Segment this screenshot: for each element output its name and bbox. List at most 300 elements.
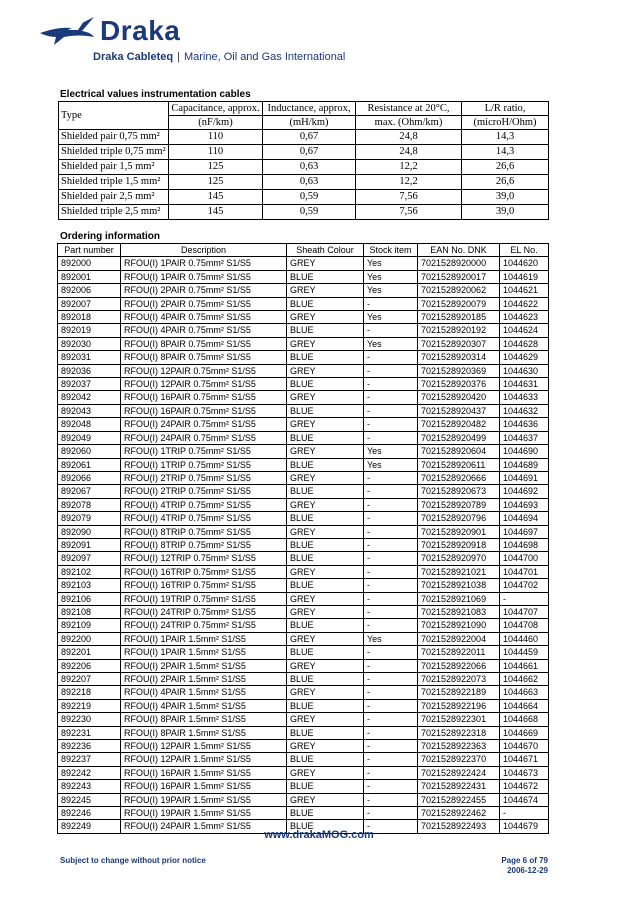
cell-description: RFOU(I) 1PAIR 1.5mm² S1/S5 <box>121 646 287 659</box>
cell-el-no: 1044623 <box>500 311 549 324</box>
cell-part-number: 892237 <box>58 753 121 766</box>
cell-part-number: 892097 <box>58 552 121 565</box>
table-row <box>58 793 549 806</box>
table-row <box>58 270 549 283</box>
cell-resistance: 24,8 <box>356 130 462 145</box>
table-row <box>58 726 549 739</box>
cell-stock-item: Yes <box>364 257 418 270</box>
cell-sheath-colour: BLUE <box>287 404 364 417</box>
cell-sheath-colour: BLUE <box>287 538 364 551</box>
cell-el-no: 1044622 <box>500 297 549 310</box>
ordering-information-title: Ordering information <box>60 231 160 242</box>
cell-el-no: 1044692 <box>500 485 549 498</box>
cell-type: Shielded pair 2,5 mm² <box>59 190 169 205</box>
cell-el-no: 1044691 <box>500 471 549 484</box>
cell-sheath-colour: BLUE <box>287 780 364 793</box>
cell-el-no: 1044679 <box>500 820 549 833</box>
cell-el-no: 1044701 <box>500 565 549 578</box>
table-row <box>58 686 549 699</box>
cell-stock-item: - <box>364 378 418 391</box>
cell-ean-no: 7021528921090 <box>418 619 500 632</box>
table-header-row <box>58 244 549 257</box>
cell-stock-item: Yes <box>364 311 418 324</box>
document-date: 2006-12-29 <box>507 866 548 875</box>
cell-el-no: - <box>500 592 549 605</box>
cell-ean-no: 7021528922301 <box>418 713 500 726</box>
cell-sheath-colour: BLUE <box>287 726 364 739</box>
cell-el-no: - <box>500 807 549 820</box>
cell-stock-item: - <box>364 579 418 592</box>
cell-ean-no: 7021528920307 <box>418 337 500 350</box>
cell-part-number: 892109 <box>58 619 121 632</box>
table-row <box>58 404 549 417</box>
cell-part-number: 892048 <box>58 418 121 431</box>
cell-ean-no: 7021528921069 <box>418 592 500 605</box>
cell-description: RFOU(I) 24PAIR 0.75mm² S1/S5 <box>121 431 287 444</box>
cell-el-no: 1044674 <box>500 793 549 806</box>
col-header-sheath-colour: Sheath Colour <box>287 244 364 257</box>
col-header-lr-ratio: L/R ratio, <box>462 102 549 116</box>
cell-sheath-colour: GREY <box>287 364 364 377</box>
cell-description: RFOU(I) 16PAIR 0.75mm² S1/S5 <box>121 404 287 417</box>
cell-stock-item: Yes <box>364 337 418 350</box>
cell-part-number: 892043 <box>58 404 121 417</box>
cell-sheath-colour: GREY <box>287 766 364 779</box>
cell-sheath-colour: GREY <box>287 632 364 645</box>
cell-stock-item: - <box>364 793 418 806</box>
table-row <box>58 431 549 444</box>
table-row <box>58 780 549 793</box>
cell-el-no: 1044661 <box>500 659 549 672</box>
cell-sheath-colour: GREY <box>287 659 364 672</box>
cell-description: RFOU(I) 24TRIP 0.75mm² S1/S5 <box>121 619 287 632</box>
cell-stock-item: - <box>364 766 418 779</box>
table-row <box>58 740 549 753</box>
col-header-lr-ratio-unit: (microH/Ohm) <box>462 116 549 130</box>
table-row <box>58 552 549 565</box>
table-row <box>59 145 549 160</box>
cell-sheath-colour: GREY <box>287 525 364 538</box>
cell-el-no: 1044460 <box>500 632 549 645</box>
cell-sheath-colour: GREY <box>287 565 364 578</box>
cell-el-no: 1044693 <box>500 498 549 511</box>
cell-description: RFOU(I) 24PAIR 0.75mm² S1/S5 <box>121 418 287 431</box>
cell-el-no: 1044631 <box>500 378 549 391</box>
cell-ean-no: 7021528921021 <box>418 565 500 578</box>
cell-sheath-colour: BLUE <box>287 458 364 471</box>
cell-sheath-colour: GREY <box>287 471 364 484</box>
cell-type: Shielded pair 0,75 mm² <box>59 130 169 145</box>
cell-stock-item: - <box>364 418 418 431</box>
table-row <box>58 579 549 592</box>
cell-ean-no: 7021528920369 <box>418 364 500 377</box>
cell-sheath-colour: GREY <box>287 418 364 431</box>
cell-ean-no: 7021528921038 <box>418 579 500 592</box>
cell-el-no: 1044459 <box>500 646 549 659</box>
cell-sheath-colour: BLUE <box>287 351 364 364</box>
table-row <box>59 205 549 220</box>
cell-ean-no: 7021528922370 <box>418 753 500 766</box>
cell-ean-no: 7021528920017 <box>418 270 500 283</box>
table-row <box>59 175 549 190</box>
cell-el-no: 1044624 <box>500 324 549 337</box>
cell-part-number: 892236 <box>58 740 121 753</box>
table-row <box>58 418 549 431</box>
cell-sheath-colour: BLUE <box>287 431 364 444</box>
col-header-part-number: Part number <box>58 244 121 257</box>
cell-sheath-colour: GREY <box>287 793 364 806</box>
cell-el-no: 1044689 <box>500 458 549 471</box>
cell-stock-item: - <box>364 780 418 793</box>
cell-stock-item: - <box>364 538 418 551</box>
cell-lr-ratio: 39,0 <box>462 190 549 205</box>
cell-ean-no: 7021528922493 <box>418 820 500 833</box>
cell-description: RFOU(I) 4PAIR 0.75mm² S1/S5 <box>121 324 287 337</box>
cell-ean-no: 7021528920796 <box>418 512 500 525</box>
cell-el-no: 1044636 <box>500 418 549 431</box>
cell-part-number: 892018 <box>58 311 121 324</box>
table-row <box>58 538 549 551</box>
cell-description: RFOU(I) 4PAIR 1.5mm² S1/S5 <box>121 686 287 699</box>
cell-stock-item: Yes <box>364 270 418 283</box>
cell-el-no: 1044700 <box>500 552 549 565</box>
cell-ean-no: 7021528921083 <box>418 605 500 618</box>
cell-sheath-colour: BLUE <box>287 807 364 820</box>
cell-ean-no: 7021528920918 <box>418 538 500 551</box>
cell-el-no: 1044664 <box>500 699 549 712</box>
cell-el-no: 1044673 <box>500 766 549 779</box>
company-tagline <box>93 51 345 63</box>
cell-el-no: 1044628 <box>500 337 549 350</box>
cell-capacitance: 125 <box>169 160 263 175</box>
cell-part-number: 892036 <box>58 364 121 377</box>
cell-sheath-colour: BLUE <box>287 753 364 766</box>
cell-description: RFOU(I) 8PAIR 0.75mm² S1/S5 <box>121 351 287 364</box>
cell-part-number: 892245 <box>58 793 121 806</box>
cell-part-number: 892200 <box>58 632 121 645</box>
cell-ean-no: 7021528920000 <box>418 257 500 270</box>
cell-lr-ratio: 14,3 <box>462 145 549 160</box>
cell-description: RFOU(I) 2TRIP 0.75mm² S1/S5 <box>121 485 287 498</box>
table-row <box>58 766 549 779</box>
table-row <box>58 512 549 525</box>
cell-part-number: 892108 <box>58 605 121 618</box>
tagline-separator: | <box>177 51 180 63</box>
cell-description: RFOU(I) 4PAIR 0.75mm² S1/S5 <box>121 311 287 324</box>
cell-description: RFOU(I) 2PAIR 0.75mm² S1/S5 <box>121 297 287 310</box>
cell-lr-ratio: 26,6 <box>462 175 549 190</box>
cell-description: RFOU(I) 24TRIP 0.75mm² S1/S5 <box>121 605 287 618</box>
table-row <box>58 364 549 377</box>
cell-stock-item: - <box>364 753 418 766</box>
table-row <box>58 659 549 672</box>
cell-description: RFOU(I) 1TRIP 0.75mm² S1/S5 <box>121 445 287 458</box>
cell-ean-no: 7021528922455 <box>418 793 500 806</box>
cell-part-number: 892201 <box>58 646 121 659</box>
table-row <box>58 471 549 484</box>
cell-type: Shielded triple 1,5 mm² <box>59 175 169 190</box>
table-row <box>58 337 549 350</box>
cell-sheath-colour: GREY <box>287 605 364 618</box>
table-row <box>58 632 549 645</box>
cell-sheath-colour: BLUE <box>287 820 364 833</box>
cell-sheath-colour: GREY <box>287 713 364 726</box>
tagline-text: Marine, Oil and Gas International <box>183 51 346 63</box>
cell-stock-item: - <box>364 807 418 820</box>
cell-el-no: 1044707 <box>500 605 549 618</box>
cell-ean-no: 7021528920185 <box>418 311 500 324</box>
cell-el-no: 1044632 <box>500 404 549 417</box>
cell-ean-no: 7021528920789 <box>418 498 500 511</box>
cell-part-number: 892019 <box>58 324 121 337</box>
table-row <box>58 378 549 391</box>
cell-description: RFOU(I) 1PAIR 0.75mm² S1/S5 <box>121 270 287 283</box>
col-header-inductance-unit: (mH/km) <box>263 116 356 130</box>
table-row <box>59 160 549 175</box>
table-row <box>58 713 549 726</box>
cell-part-number: 892218 <box>58 686 121 699</box>
cell-capacitance: 145 <box>169 205 263 220</box>
cell-sheath-colour: GREY <box>287 391 364 404</box>
cell-ean-no: 7021528920062 <box>418 284 500 297</box>
table-row <box>58 619 549 632</box>
cell-ean-no: 7021528920673 <box>418 485 500 498</box>
company-logo <box>38 14 180 48</box>
cell-stock-item: - <box>364 820 418 833</box>
cell-description: RFOU(I) 4PAIR 1.5mm² S1/S5 <box>121 699 287 712</box>
cell-inductance: 0,67 <box>263 130 356 145</box>
cell-part-number: 892231 <box>58 726 121 739</box>
cell-part-number: 892060 <box>58 445 121 458</box>
table-row <box>58 297 549 310</box>
cell-ean-no: 7021528922431 <box>418 780 500 793</box>
cell-description: RFOU(I) 4TRIP 0.75mm² S1/S5 <box>121 512 287 525</box>
cell-type: Shielded pair 1,5 mm² <box>59 160 169 175</box>
table-row <box>58 807 549 820</box>
page-number: Page 6 of 79 <box>501 856 548 865</box>
cell-capacitance: 110 <box>169 130 263 145</box>
cell-stock-item: - <box>364 324 418 337</box>
col-header-ean-no: EAN No. DNK <box>418 244 500 257</box>
cell-resistance: 7,56 <box>356 205 462 220</box>
cell-el-no: 1044671 <box>500 753 549 766</box>
cell-stock-item: - <box>364 686 418 699</box>
cell-resistance: 7,56 <box>356 190 462 205</box>
cell-ean-no: 7021528920611 <box>418 458 500 471</box>
cell-stock-item: - <box>364 552 418 565</box>
table-row <box>58 324 549 337</box>
cell-stock-item: Yes <box>364 458 418 471</box>
cell-sheath-colour: BLUE <box>287 485 364 498</box>
cell-lr-ratio: 14,3 <box>462 130 549 145</box>
cell-capacitance: 110 <box>169 145 263 160</box>
cell-stock-item: - <box>364 619 418 632</box>
table-row <box>58 673 549 686</box>
table-row <box>58 498 549 511</box>
cell-ean-no: 7021528920482 <box>418 418 500 431</box>
ordering-information-table <box>57 243 549 834</box>
cell-stock-item: - <box>364 391 418 404</box>
cell-stock-item: - <box>364 605 418 618</box>
cell-el-no: 1044630 <box>500 364 549 377</box>
cell-part-number: 892079 <box>58 512 121 525</box>
cell-inductance: 0,63 <box>263 160 356 175</box>
cell-description: RFOU(I) 19TRIP 0.75mm² S1/S5 <box>121 592 287 605</box>
cell-ean-no: 7021528920079 <box>418 297 500 310</box>
cell-stock-item: - <box>364 713 418 726</box>
cell-capacitance: 145 <box>169 190 263 205</box>
cell-sheath-colour: GREY <box>287 740 364 753</box>
cell-description: RFOU(I) 2PAIR 1.5mm² S1/S5 <box>121 673 287 686</box>
cell-stock-item: - <box>364 699 418 712</box>
col-header-resistance-unit: max. (Ohm/km) <box>356 116 462 130</box>
cell-stock-item: - <box>364 512 418 525</box>
cell-sheath-colour: GREY <box>287 284 364 297</box>
cell-part-number: 892078 <box>58 498 121 511</box>
cell-part-number: 892030 <box>58 337 121 350</box>
cell-part-number: 892091 <box>58 538 121 551</box>
cell-sheath-colour: GREY <box>287 498 364 511</box>
cell-sheath-colour: BLUE <box>287 378 364 391</box>
cell-part-number: 892102 <box>58 565 121 578</box>
cell-description: RFOU(I) 16PAIR 1.5mm² S1/S5 <box>121 780 287 793</box>
cell-stock-item: - <box>364 646 418 659</box>
cell-stock-item: - <box>364 592 418 605</box>
cell-ean-no: 7021528920192 <box>418 324 500 337</box>
cell-part-number: 892219 <box>58 699 121 712</box>
cell-part-number: 892007 <box>58 297 121 310</box>
tagline-brand: Draka Cableteq <box>93 51 174 63</box>
cell-part-number: 892207 <box>58 673 121 686</box>
table-row <box>58 445 549 458</box>
cell-sheath-colour: BLUE <box>287 579 364 592</box>
table-row <box>58 458 549 471</box>
cell-stock-item: - <box>364 471 418 484</box>
cell-el-no: 1044697 <box>500 525 549 538</box>
cell-part-number: 892067 <box>58 485 121 498</box>
cell-part-number: 892242 <box>58 766 121 779</box>
cell-description: RFOU(I) 2PAIR 1.5mm² S1/S5 <box>121 659 287 672</box>
footer-website-link[interactable]: www.drakaMOG.com <box>264 829 374 841</box>
cell-ean-no: 7021528922004 <box>418 632 500 645</box>
cell-el-no: 1044663 <box>500 686 549 699</box>
cell-description: RFOU(I) 16TRIP 0.75mm² S1/S5 <box>121 579 287 592</box>
cell-part-number: 892042 <box>58 391 121 404</box>
cell-ean-no: 7021528920437 <box>418 404 500 417</box>
cell-part-number: 892246 <box>58 807 121 820</box>
cell-ean-no: 7021528920970 <box>418 552 500 565</box>
cell-ean-no: 7021528920901 <box>418 525 500 538</box>
logo-wordmark: Draka <box>100 15 181 46</box>
cell-description: RFOU(I) 24PAIR 1.5mm² S1/S5 <box>121 820 287 833</box>
electrical-values-title: Electrical values instrumentation cables <box>60 89 251 100</box>
cell-ean-no: 7021528922462 <box>418 807 500 820</box>
cell-ean-no: 7021528922189 <box>418 686 500 699</box>
table-header-row <box>59 102 549 116</box>
cell-description: RFOU(I) 4TRIP 0.75mm² S1/S5 <box>121 498 287 511</box>
cell-inductance: 0,67 <box>263 145 356 160</box>
cell-stock-item: Yes <box>364 284 418 297</box>
table-row <box>58 284 549 297</box>
cell-stock-item: - <box>364 673 418 686</box>
table-row <box>58 605 549 618</box>
cell-part-number: 892006 <box>58 284 121 297</box>
cell-part-number: 892000 <box>58 257 121 270</box>
cell-sheath-colour: BLUE <box>287 552 364 565</box>
table-row <box>59 130 549 145</box>
cell-stock-item: Yes <box>364 445 418 458</box>
cell-ean-no: 7021528920314 <box>418 351 500 364</box>
col-header-resistance: Resistance at 20°C, <box>356 102 462 116</box>
cell-description: RFOU(I) 1PAIR 1.5mm² S1/S5 <box>121 632 287 645</box>
cell-part-number: 892031 <box>58 351 121 364</box>
cell-el-no: 1044629 <box>500 351 549 364</box>
cell-part-number: 892001 <box>58 270 121 283</box>
cell-stock-item: - <box>364 485 418 498</box>
cell-ean-no: 7021528920376 <box>418 378 500 391</box>
col-header-capacitance-unit: (nF/km) <box>169 116 263 130</box>
cell-part-number: 892103 <box>58 579 121 592</box>
cell-el-no: 1044633 <box>500 391 549 404</box>
cell-el-no: 1044698 <box>500 538 549 551</box>
cell-el-no: 1044621 <box>500 284 549 297</box>
col-header-stock-item: Stock item <box>364 244 418 257</box>
cell-el-no: 1044690 <box>500 445 549 458</box>
cell-stock-item: Yes <box>364 632 418 645</box>
footer-page-info <box>501 856 548 876</box>
cell-part-number: 892049 <box>58 431 121 444</box>
cell-inductance: 0,63 <box>263 175 356 190</box>
cell-sheath-colour: BLUE <box>287 512 364 525</box>
cell-stock-item: - <box>364 404 418 417</box>
cell-inductance: 0,59 <box>263 190 356 205</box>
cell-resistance: 12,2 <box>356 175 462 190</box>
cell-part-number: 892206 <box>58 659 121 672</box>
cell-description: RFOU(I) 12PAIR 0.75mm² S1/S5 <box>121 378 287 391</box>
cell-stock-item: - <box>364 498 418 511</box>
cell-sheath-colour: BLUE <box>287 324 364 337</box>
table-row <box>58 699 549 712</box>
cell-ean-no: 7021528922196 <box>418 699 500 712</box>
cell-part-number: 892090 <box>58 525 121 538</box>
cell-stock-item: - <box>364 659 418 672</box>
cell-description: RFOU(I) 8PAIR 0.75mm² S1/S5 <box>121 337 287 350</box>
cell-ean-no: 7021528922066 <box>418 659 500 672</box>
cell-stock-item: - <box>364 565 418 578</box>
cell-ean-no: 7021528922363 <box>418 740 500 753</box>
cell-description: RFOU(I) 19PAIR 1.5mm² S1/S5 <box>121 793 287 806</box>
cell-part-number: 892037 <box>58 378 121 391</box>
table-row <box>58 592 549 605</box>
cell-stock-item: - <box>364 525 418 538</box>
cell-sheath-colour: BLUE <box>287 646 364 659</box>
table-row <box>58 525 549 538</box>
cell-type: Shielded triple 2,5 mm² <box>59 205 169 220</box>
table-row <box>58 391 549 404</box>
cell-description: RFOU(I) 16TRIP 0.75mm² S1/S5 <box>121 565 287 578</box>
table-row <box>58 351 549 364</box>
cell-description: RFOU(I) 16PAIR 0.75mm² S1/S5 <box>121 391 287 404</box>
cell-description: RFOU(I) 12PAIR 0.75mm² S1/S5 <box>121 364 287 377</box>
table-row <box>58 646 549 659</box>
cell-el-no: 1044670 <box>500 740 549 753</box>
cell-el-no: 1044708 <box>500 619 549 632</box>
cell-el-no: 1044702 <box>500 579 549 592</box>
cell-description: RFOU(I) 12PAIR 1.5mm² S1/S5 <box>121 753 287 766</box>
cell-sheath-colour: BLUE <box>287 270 364 283</box>
cell-description: RFOU(I) 1TRIP 0.75mm² S1/S5 <box>121 458 287 471</box>
cell-ean-no: 7021528920604 <box>418 445 500 458</box>
